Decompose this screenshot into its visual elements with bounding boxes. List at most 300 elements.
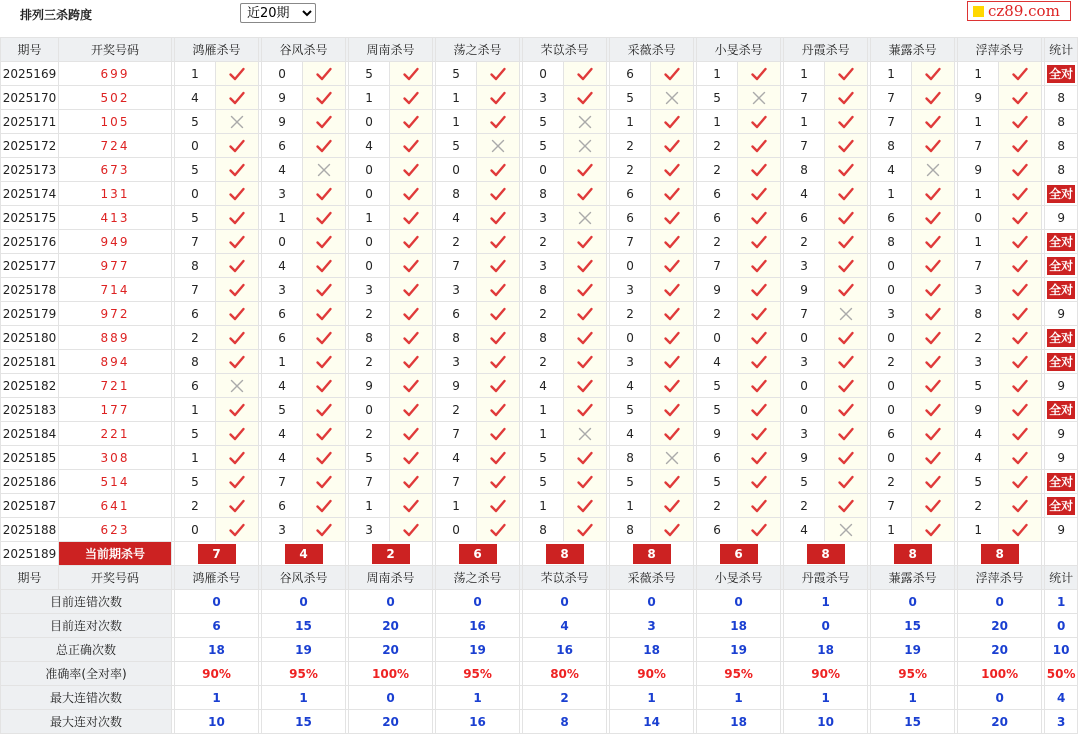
- check-icon: [490, 115, 506, 129]
- kill-number-cell: 2: [523, 230, 564, 254]
- stat-cell: [1045, 230, 1078, 254]
- issue-cell: 2025172: [1, 134, 59, 158]
- cross-icon: [577, 427, 593, 441]
- cross-icon: [577, 115, 593, 129]
- kill-number-cell: 2: [349, 422, 390, 446]
- header-issue: 期号: [1, 38, 59, 62]
- header-expert[interactable]: 荡之杀号: [436, 38, 520, 62]
- result-mark-cell: [564, 326, 607, 350]
- header-expert[interactable]: 丹霞杀号: [784, 38, 868, 62]
- header-expert[interactable]: 小旻杀号: [697, 38, 781, 62]
- stats-value: 15: [262, 710, 346, 734]
- kill-number-cell: 7: [697, 254, 738, 278]
- result-mark-cell: [999, 86, 1042, 110]
- check-icon: [925, 91, 941, 105]
- result-mark-cell: [999, 302, 1042, 326]
- check-icon: [316, 211, 332, 225]
- result-mark-cell: [303, 110, 346, 134]
- header-expert[interactable]: 芣苡杀号: [523, 38, 607, 62]
- check-icon: [925, 283, 941, 297]
- all-correct-badge: 全对: [1049, 234, 1074, 249]
- header-expert[interactable]: 浮萍杀号: [958, 566, 1042, 590]
- result-mark-cell: [477, 350, 520, 374]
- draw-number-cell: 721: [59, 374, 172, 398]
- result-mark-cell: [564, 278, 607, 302]
- kill-number-cell: 4: [784, 518, 825, 542]
- result-mark-cell: [390, 470, 433, 494]
- kill-number-cell: 8: [523, 518, 564, 542]
- result-mark-cell: [651, 254, 694, 278]
- kill-number-cell: 8: [175, 350, 216, 374]
- kill-number-badge: 8: [633, 544, 671, 564]
- result-mark-cell: [651, 422, 694, 446]
- kill-number-cell: 0: [958, 206, 999, 230]
- stats-value: 0: [262, 590, 346, 614]
- header-expert[interactable]: 谷风杀号: [262, 566, 346, 590]
- stats-value: 18: [610, 638, 694, 662]
- check-icon: [751, 163, 767, 177]
- check-icon: [577, 475, 593, 489]
- check-icon: [229, 259, 245, 273]
- stats-value: 20: [349, 710, 433, 734]
- stats-value: 4: [523, 614, 607, 638]
- kill-number-cell: 4: [262, 374, 303, 398]
- result-mark-cell: [564, 134, 607, 158]
- result-mark-cell: [477, 134, 520, 158]
- table-row: [1, 518, 1078, 542]
- kill-number-cell: 7: [871, 110, 912, 134]
- check-icon: [316, 403, 332, 417]
- header-stats: 统计: [1045, 38, 1078, 62]
- header-expert[interactable]: 谷风杀号: [262, 38, 346, 62]
- check-icon: [751, 355, 767, 369]
- draw-number-cell: 131: [59, 182, 172, 206]
- cross-icon: [490, 139, 506, 153]
- kill-number-cell: 0: [262, 230, 303, 254]
- kill-number-cell: 0: [349, 398, 390, 422]
- kill-number-cell: 1: [349, 206, 390, 230]
- kill-number-cell: 0: [349, 230, 390, 254]
- header-expert[interactable]: 丹霞杀号: [784, 566, 868, 590]
- kill-number-cell: 3: [958, 278, 999, 302]
- stats-row: [1, 710, 1078, 734]
- header-expert[interactable]: 周南杀号: [349, 566, 433, 590]
- kill-number-cell: 5: [349, 62, 390, 86]
- result-mark-cell: [390, 134, 433, 158]
- kill-number-cell: 1: [958, 518, 999, 542]
- kill-number-cell: 5: [697, 86, 738, 110]
- stats-value: 0: [349, 686, 433, 710]
- kill-number-cell: 5: [697, 398, 738, 422]
- result-mark-cell: [999, 230, 1042, 254]
- stats-value: 10: [784, 710, 868, 734]
- result-mark-cell: [477, 446, 520, 470]
- result-mark-cell: [216, 254, 259, 278]
- result-mark-cell: [999, 326, 1042, 350]
- header-expert[interactable]: 周南杀号: [349, 38, 433, 62]
- stats-value: 0: [958, 686, 1042, 710]
- kill-number-cell: 9: [784, 278, 825, 302]
- stats-label: 准确率(全对率): [1, 662, 172, 686]
- check-icon: [316, 91, 332, 105]
- check-icon: [1012, 307, 1028, 321]
- result-mark-cell: [564, 374, 607, 398]
- check-icon: [316, 139, 332, 153]
- result-mark-cell: [738, 518, 781, 542]
- check-icon: [1012, 283, 1028, 297]
- result-mark-cell: [390, 518, 433, 542]
- table-row: [1, 182, 1078, 206]
- site-logo[interactable]: [967, 1, 1071, 21]
- result-mark-cell: [216, 494, 259, 518]
- stats-value: 3: [610, 614, 694, 638]
- kill-number-cell: 2: [784, 494, 825, 518]
- check-icon: [664, 67, 680, 81]
- check-icon: [316, 283, 332, 297]
- header-expert[interactable]: 浮萍杀号: [958, 38, 1042, 62]
- result-mark-cell: [999, 446, 1042, 470]
- result-mark-cell: [216, 206, 259, 230]
- result-mark-cell: [390, 62, 433, 86]
- kill-number-cell: 3: [610, 350, 651, 374]
- result-mark-cell: [999, 110, 1042, 134]
- check-icon: [664, 259, 680, 273]
- result-mark-cell: [564, 302, 607, 326]
- check-icon: [403, 523, 419, 537]
- kill-number-cell: 7: [784, 86, 825, 110]
- result-mark-cell: [738, 422, 781, 446]
- stats-value: 100%: [958, 662, 1042, 686]
- result-mark-cell: [825, 470, 868, 494]
- result-mark-cell: [390, 374, 433, 398]
- table-row: [1, 374, 1078, 398]
- kill-number-cell: 9: [436, 374, 477, 398]
- check-icon: [490, 331, 506, 345]
- stats-value: 2: [523, 686, 607, 710]
- check-icon: [838, 211, 854, 225]
- kill-number-cell: 0: [871, 374, 912, 398]
- kill-number-cell: 0: [349, 254, 390, 278]
- issue-cell: 2025184: [1, 422, 59, 446]
- kill-number-badge: 7: [198, 544, 236, 564]
- header-expert[interactable]: 采薇杀号: [610, 38, 694, 62]
- kill-number-cell: 6: [175, 302, 216, 326]
- check-icon: [925, 499, 941, 513]
- result-mark-cell: [216, 374, 259, 398]
- stats-total: 50%: [1045, 662, 1078, 686]
- result-mark-cell: [303, 494, 346, 518]
- stat-cell: [1045, 494, 1078, 518]
- kill-number-cell: 6: [697, 182, 738, 206]
- result-mark-cell: [477, 158, 520, 182]
- issue-cell: 2025173: [1, 158, 59, 182]
- result-mark-cell: [651, 206, 694, 230]
- result-mark-cell: [651, 182, 694, 206]
- result-mark-cell: [999, 182, 1042, 206]
- check-icon: [925, 451, 941, 465]
- table-row: [1, 278, 1078, 302]
- cross-icon: [316, 163, 332, 177]
- stat-cell: 9: [1045, 422, 1078, 446]
- kill-number-cell: 3: [436, 350, 477, 374]
- result-mark-cell: [912, 326, 955, 350]
- check-icon: [925, 307, 941, 321]
- check-icon: [403, 211, 419, 225]
- kill-number-badge: 8: [894, 544, 932, 564]
- result-mark-cell: [912, 422, 955, 446]
- header-expert[interactable]: 芣苡杀号: [523, 566, 607, 590]
- stat-cell: 9: [1045, 518, 1078, 542]
- table-header-row: [1, 566, 1078, 590]
- result-mark-cell: [216, 134, 259, 158]
- result-mark-cell: [564, 86, 607, 110]
- stats-value: 19: [697, 638, 781, 662]
- result-mark-cell: [651, 62, 694, 86]
- result-mark-cell: [303, 230, 346, 254]
- draw-number-cell: 413: [59, 206, 172, 230]
- check-icon: [229, 139, 245, 153]
- result-mark-cell: [912, 302, 955, 326]
- kill-number-cell: 0: [697, 326, 738, 350]
- result-mark-cell: [303, 134, 346, 158]
- table-row: [1, 254, 1078, 278]
- draw-number-cell: 949: [59, 230, 172, 254]
- draw-number-cell: 105: [59, 110, 172, 134]
- cross-icon: [838, 523, 854, 537]
- check-icon: [490, 427, 506, 441]
- result-mark-cell: [825, 110, 868, 134]
- stats-value: 15: [871, 614, 955, 638]
- stat-cell: 9: [1045, 374, 1078, 398]
- result-mark-cell: [912, 134, 955, 158]
- stats-row: [1, 614, 1078, 638]
- check-icon: [751, 139, 767, 153]
- kill-number-cell: 1: [610, 494, 651, 518]
- kill-number-cell: 1: [871, 62, 912, 86]
- result-mark-cell: [912, 374, 955, 398]
- check-icon: [490, 355, 506, 369]
- check-icon: [838, 403, 854, 417]
- table-row: [1, 62, 1078, 86]
- result-mark-cell: [651, 398, 694, 422]
- result-mark-cell: [216, 302, 259, 326]
- issue-cell: 2025171: [1, 110, 59, 134]
- table-row: [1, 398, 1078, 422]
- period-select[interactable]: [240, 3, 316, 23]
- result-mark-cell: [999, 206, 1042, 230]
- check-icon: [490, 379, 506, 393]
- check-icon: [1012, 259, 1028, 273]
- kill-number-cell: 5: [175, 110, 216, 134]
- check-icon: [577, 235, 593, 249]
- all-correct-badge: 全对: [1049, 498, 1074, 513]
- check-icon: [838, 355, 854, 369]
- stats-value: 0: [523, 590, 607, 614]
- table-row: [1, 326, 1078, 350]
- check-icon: [403, 403, 419, 417]
- issue-cell: 2025178: [1, 278, 59, 302]
- result-mark-cell: [564, 206, 607, 230]
- kill-number-cell: 6: [697, 206, 738, 230]
- kill-number-cell: 4: [436, 446, 477, 470]
- header-expert[interactable]: 鸿雁杀号: [175, 38, 259, 62]
- kill-number-cell: 3: [784, 350, 825, 374]
- result-mark-cell: [999, 278, 1042, 302]
- kill-number-cell: 6: [610, 206, 651, 230]
- header-expert[interactable]: 蒹露杀号: [871, 38, 955, 62]
- result-mark-cell: [825, 206, 868, 230]
- check-icon: [664, 235, 680, 249]
- kill-number-cell: 4: [610, 374, 651, 398]
- stats-total: 0: [1045, 614, 1078, 638]
- check-icon: [316, 115, 332, 129]
- result-mark-cell: [303, 278, 346, 302]
- check-icon: [1012, 355, 1028, 369]
- check-icon: [229, 523, 245, 537]
- kill-number-cell: 5: [175, 206, 216, 230]
- kill-number-cell: 2: [958, 326, 999, 350]
- result-mark-cell: [738, 302, 781, 326]
- check-icon: [403, 91, 419, 105]
- check-icon: [229, 187, 245, 201]
- kill-number-cell: 5: [436, 134, 477, 158]
- table-row: [1, 446, 1078, 470]
- check-icon: [577, 187, 593, 201]
- kill-number-cell: 6: [697, 518, 738, 542]
- table-row: [1, 86, 1078, 110]
- stats-value: 8: [523, 710, 607, 734]
- kill-number-cell: 1: [523, 422, 564, 446]
- kill-number-cell: 8: [349, 326, 390, 350]
- result-mark-cell: [303, 182, 346, 206]
- stat-cell-empty: [1045, 542, 1078, 566]
- kill-number-cell: 4: [610, 422, 651, 446]
- check-icon: [1012, 235, 1028, 249]
- stats-value: 90%: [784, 662, 868, 686]
- kill-number-cell: 0: [349, 110, 390, 134]
- check-icon: [316, 259, 332, 273]
- check-icon: [751, 499, 767, 513]
- stats-value: 1: [784, 686, 868, 710]
- result-mark-cell: [651, 350, 694, 374]
- table-row: [1, 302, 1078, 326]
- kill-number-cell: 2: [175, 326, 216, 350]
- result-mark-cell: [477, 254, 520, 278]
- check-icon: [664, 403, 680, 417]
- result-mark-cell: [216, 158, 259, 182]
- stats-value: 1: [262, 686, 346, 710]
- stats-value: 0: [784, 614, 868, 638]
- draw-number-cell: 514: [59, 470, 172, 494]
- kill-number-cell: 0: [871, 398, 912, 422]
- kill-number-cell: 1: [523, 494, 564, 518]
- check-icon: [751, 187, 767, 201]
- check-icon: [1012, 451, 1028, 465]
- stats-value: 1: [697, 686, 781, 710]
- header-expert[interactable]: 荡之杀号: [436, 566, 520, 590]
- kill-number-cell: 5: [262, 398, 303, 422]
- check-icon: [229, 451, 245, 465]
- check-icon: [229, 403, 245, 417]
- check-icon: [577, 163, 593, 177]
- kill-number-cell: 8: [436, 182, 477, 206]
- kill-number-cell: 4: [436, 206, 477, 230]
- kill-number-cell: 2: [436, 230, 477, 254]
- draw-number-cell: 623: [59, 518, 172, 542]
- kill-number-badge: 8: [981, 544, 1019, 564]
- result-mark-cell: [216, 182, 259, 206]
- result-mark-cell: [738, 158, 781, 182]
- header-expert[interactable]: 小旻杀号: [697, 566, 781, 590]
- stats-value: 18: [697, 710, 781, 734]
- result-mark-cell: [477, 182, 520, 206]
- check-icon: [1012, 499, 1028, 513]
- kill-number-cell: 6: [610, 182, 651, 206]
- check-icon: [229, 427, 245, 441]
- check-icon: [664, 115, 680, 129]
- check-icon: [403, 307, 419, 321]
- result-mark-cell: [912, 278, 955, 302]
- check-icon: [664, 307, 680, 321]
- check-icon: [316, 427, 332, 441]
- stats-value: 15: [262, 614, 346, 638]
- check-icon: [925, 427, 941, 441]
- check-icon: [751, 115, 767, 129]
- header-stats: 统计: [1045, 566, 1078, 590]
- header-expert[interactable]: 鸿雁杀号: [175, 566, 259, 590]
- stats-value: 95%: [436, 662, 520, 686]
- stats-value: 1: [175, 686, 259, 710]
- result-mark-cell: [216, 278, 259, 302]
- stats-value: 90%: [610, 662, 694, 686]
- header-expert[interactable]: 采薇杀号: [610, 566, 694, 590]
- kill-number-cell: 6: [871, 206, 912, 230]
- draw-number-cell: 977: [59, 254, 172, 278]
- kill-number-cell: 3: [262, 278, 303, 302]
- stats-value: 1: [436, 686, 520, 710]
- kill-number-cell: 1: [697, 110, 738, 134]
- kill-number-cell: 2: [697, 134, 738, 158]
- result-mark-cell: [738, 134, 781, 158]
- kill-number-cell: 5: [958, 470, 999, 494]
- result-mark-cell: [999, 62, 1042, 86]
- kill-number-cell: 2: [871, 470, 912, 494]
- kill-number-cell: 1: [436, 494, 477, 518]
- issue-cell: 2025169: [1, 62, 59, 86]
- check-icon: [751, 475, 767, 489]
- draw-number-cell: 221: [59, 422, 172, 446]
- logo-text: cz89.com: [988, 2, 1060, 20]
- result-mark-cell: [303, 374, 346, 398]
- kill-number-cell: 0: [871, 254, 912, 278]
- page-title: 排列三杀跨度: [20, 8, 93, 22]
- result-mark-cell: [390, 350, 433, 374]
- draw-number-cell: 502: [59, 86, 172, 110]
- result-mark-cell: [738, 182, 781, 206]
- kill-number-cell: 6: [436, 302, 477, 326]
- current-kill-number: [262, 542, 346, 566]
- result-mark-cell: [390, 254, 433, 278]
- draw-number-cell: 699: [59, 62, 172, 86]
- kill-number-cell: 4: [262, 446, 303, 470]
- kill-number-cell: 2: [958, 494, 999, 518]
- result-mark-cell: [912, 254, 955, 278]
- check-icon: [838, 139, 854, 153]
- check-icon: [838, 163, 854, 177]
- check-icon: [925, 523, 941, 537]
- check-icon: [751, 427, 767, 441]
- header-expert[interactable]: 蒹露杀号: [871, 566, 955, 590]
